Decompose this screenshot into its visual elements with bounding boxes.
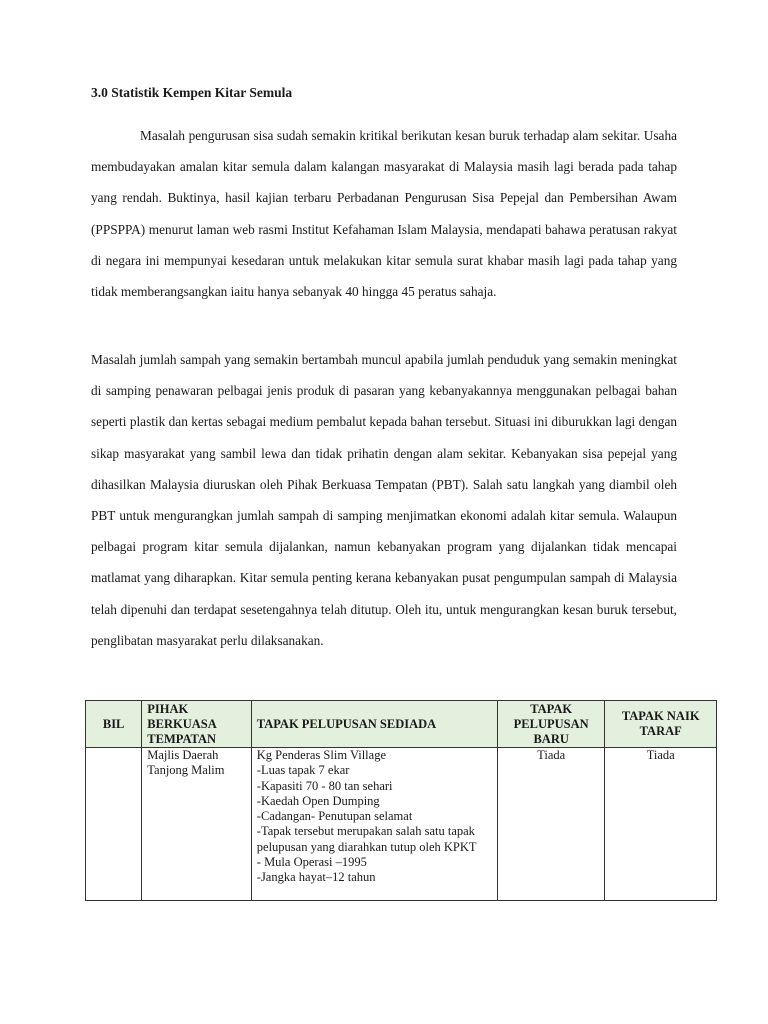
sediada-line: -Kapasiti 70 - 80 tan sehari — [256, 778, 393, 793]
header-taraf: TAPAK NAIK TARAF — [605, 701, 717, 748]
cell-taraf: Tiada — [605, 748, 717, 901]
paragraph-1: Masalah pengurusan sisa sudah semakin kritikal berikutan kesan buruk terhadap alam sekitar. Usaha membudayakan amalan kitar semula dalam kalangan masyarakat di Malaysia masih lagi berada pada tahap yang rendah. Buktinya, hasil kajian terbaru Perbadanan Pengurusan Sisa Pepejal dan Pembersihan Awam (PPSPPA) menurut laman web rasmi Institut Kefahaman Islam Malaysia, mendapati bahawa peratusan rakyat di negara ini mempunyai kesedaran untuk melakukan kitar semula surat khabar masih lagi pada tahap yang tidak memberangsangkan iaitu hanya sebanyak 40 hingga 45 peratus sahaja. — [91, 128, 677, 300]
cell-sediada — [251, 748, 497, 901]
sediada-line: -Kaedah Open Dumping — [256, 793, 380, 808]
cell-bil — [86, 748, 142, 901]
header-pbt: PIHAK BERKUASA TEMPATAN — [142, 701, 252, 748]
table-row — [86, 748, 717, 901]
section-heading: 3.0 Statistik Kempen Kitar Semula — [91, 85, 293, 100]
sediada-line: Kg Penderas Slim Village — [256, 748, 386, 762]
sediada-line: -Jangka hayat–12 tahun — [256, 870, 376, 885]
paragraph-2: Masalah jumlah sampah yang semakin bertambah muncul apabila jumlah penduduk yang semakin meningkat di samping penawaran pelbagai jenis produk di pasaran yang kebanyakannya menggunakan pelbagai bahan seperti plastik dan kertas sebagai medium pembalut kepada bahan tersebut. Situasi ini diburukkan lagi dengan sikap masyarakat yang sambil lewa dan tidak prihatin dengan alam sekitar. Kebanyakan sisa pepejal yang dihasilkan Malaysia diuruskan oleh Pihak Berkuasa Tempatan (PBT). Salah satu langkah yang diambil oleh PBT untuk mengurangkan jumlah sampah di samping menjimatkan ekonomi adalah kitar semula. Walaupun pelbagai program kitar semula dijalankan, namun kebanyakan program yang dijalankan tidak mencapai matlamat yang diharapkan. Kitar semula penting kerana kebanyakan pusat pengumpulan sampah di Malaysia telah dipenuhi dan terdapat sesetengahnya telah ditutup. Oleh itu, untuk mengurangkan kesan buruk tersebut, penglibatan masyarakat perlu dilaksanakan. — [91, 352, 677, 648]
sediada-line: - Mula Operasi –1995 — [256, 855, 367, 870]
sediada-line: -Tapak tersebut merupakan salah satu tapak pelupusan yang diarahkan tutup oleh KPKT — [256, 824, 477, 854]
sediada-line: -Luas tapak 7 ekar — [256, 763, 350, 778]
header-bil: BIL — [86, 701, 142, 748]
cell-baru: Tiada — [497, 748, 605, 901]
landfill-table — [85, 700, 717, 901]
sediada-line: -Cadangan- Penutupan selamat — [256, 809, 413, 824]
table-header-row — [86, 701, 717, 748]
cell-pbt: Majlis Daerah Tanjong Malim — [142, 748, 252, 901]
header-sediada: TAPAK PELUPUSAN SEDIADA — [251, 701, 497, 748]
header-baru: TAPAK PELUPUSAN BARU — [497, 701, 605, 748]
